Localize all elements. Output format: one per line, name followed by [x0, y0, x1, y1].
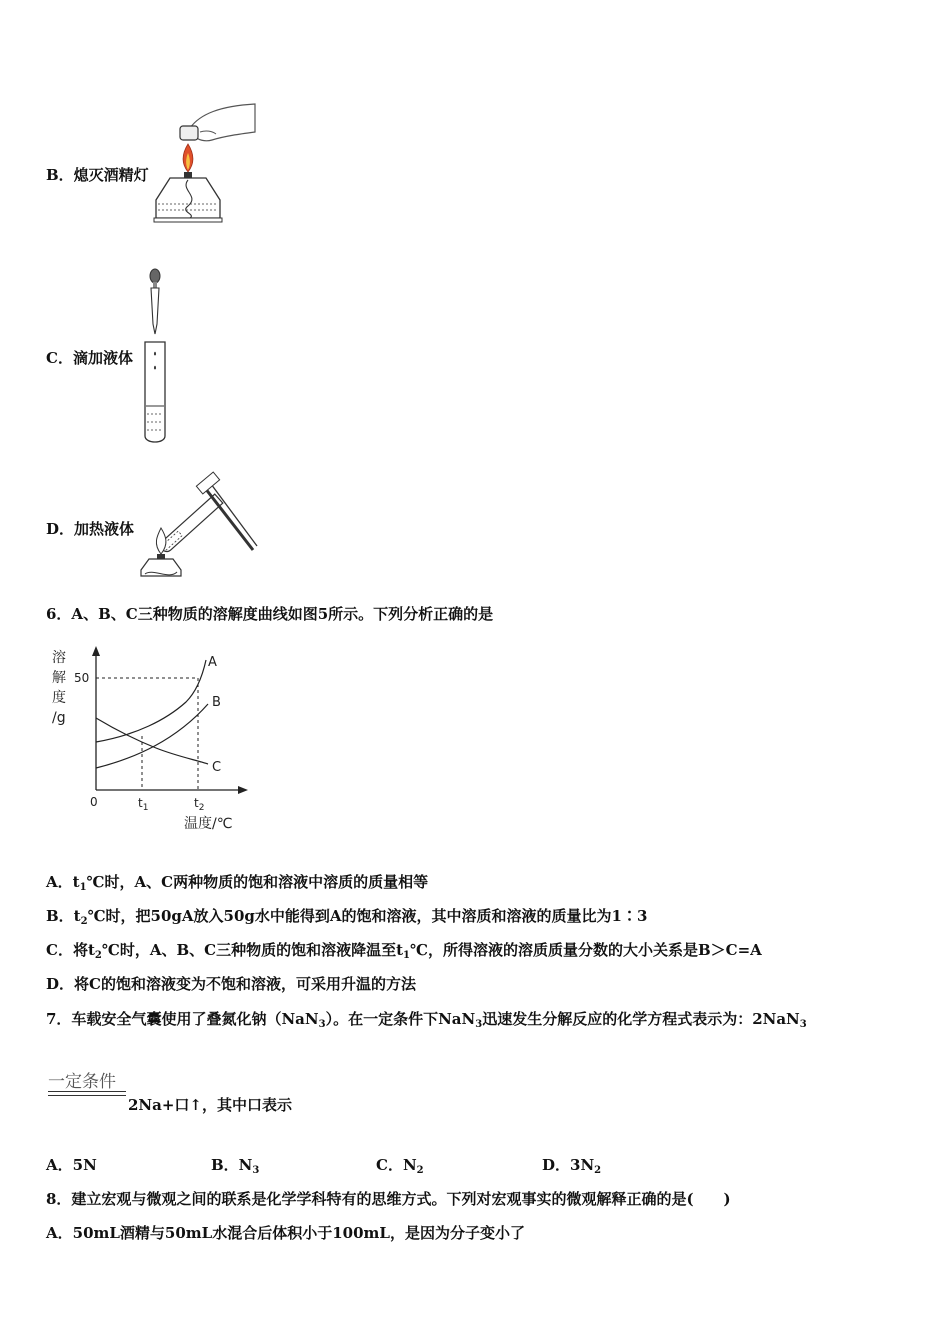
- y-axis-label-char: /g: [52, 710, 66, 726]
- heat-liquid-illustration: [135, 470, 260, 582]
- option-6c: C．将$t_2℃$时，A、B、C三种物质的饱和溶液降温至$t_1℃$，所得溶液的溶质质量分数的大小关系是B＞C=A: [46, 941, 762, 961]
- origin-label: 0: [90, 795, 98, 809]
- y-axis-label-char: 解: [52, 670, 66, 686]
- option-6a: A．$t_1℃$时，A、C两种物质的饱和溶液中溶质的质量相等: [46, 873, 429, 893]
- option-6d: D．将C的饱和溶液变为不饱和溶液，可采用升温的方法: [46, 975, 416, 993]
- reaction-arrow-double-line: [48, 1091, 126, 1096]
- x-tick-label-t2: $t_2$: [194, 796, 205, 813]
- option-6b: B．$t_2℃$时，把50gA放入50g水中能得到A的饱和溶液，其中溶质和溶液的质量比为1∶3: [46, 907, 648, 927]
- option-5b: B．熄灭酒精灯: [46, 166, 149, 184]
- series-line-A: [96, 660, 206, 742]
- dropper-test-tube-illustration: [140, 268, 170, 446]
- option-8a: A．50mL酒精与50mL水混合后体积小于100mL，是因为分子变小了: [46, 1224, 525, 1242]
- solubility-chart: [46, 640, 246, 835]
- series-label-C: C: [212, 760, 222, 775]
- y-axis-arrow: [92, 646, 100, 656]
- reaction-product: 2Na+口↑，其中口表示: [128, 1096, 293, 1114]
- option-5c: C．滴加液体: [46, 349, 133, 367]
- x-axis-label: 温度/℃: [184, 816, 233, 832]
- y-axis-label-char: 溶: [52, 650, 66, 666]
- reaction-condition: 一定条件: [48, 1072, 116, 1092]
- y-axis-label: [52, 649, 66, 726]
- extinguish-lamp-illustration: [150, 100, 260, 225]
- question-7-stem: 7．车载安全气囊使用了叠氮化钠（NaN$_3$）。在一定条件下NaN$_3$迅速发生分解反应的化学方程式表示为：2NaN$_3$: [46, 1010, 807, 1030]
- y-axis-label-char: 度: [52, 690, 66, 706]
- series-label-B: B: [212, 695, 221, 710]
- question-8-stem: 8．建立宏观与微观之间的联系是化学学科特有的思维方式。下列对宏观事实的微观解释正确的是( ): [46, 1190, 731, 1208]
- x-axis-arrow: [238, 786, 248, 794]
- option-7d: D．$3N_2$: [542, 1156, 602, 1176]
- option-7a: A．5N: [46, 1156, 97, 1174]
- series-line-B: [96, 704, 208, 768]
- y-tick-label-50: 50: [74, 671, 90, 685]
- question-6-stem: 6．A、B、C三种物质的溶解度曲线如图5所示。下列分析正确的是: [46, 605, 494, 623]
- option-7b: B．$N_3$: [211, 1156, 260, 1176]
- option-5d: D．加热液体: [46, 520, 135, 538]
- x-tick-label-t1: $t_1$: [138, 796, 149, 813]
- option-7c: C．$N_2$: [376, 1156, 424, 1176]
- series-label-A: A: [208, 655, 217, 670]
